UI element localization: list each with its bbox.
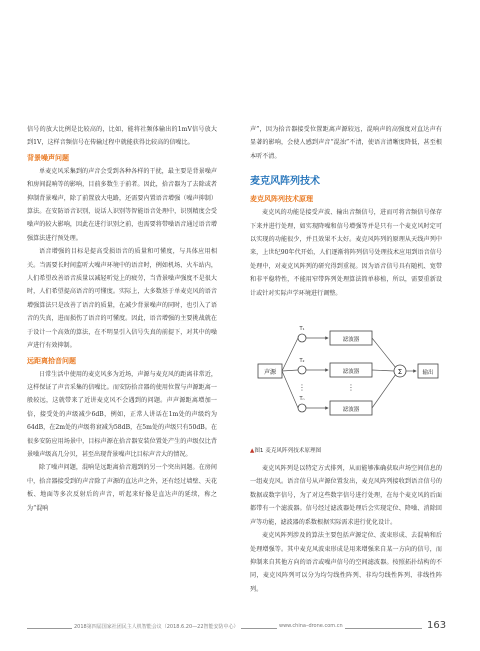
filter-label-1: 滤波器 xyxy=(342,337,360,344)
source-label: 声源 xyxy=(263,369,277,377)
paragraph-array-definition: 麦克风阵列是以特定方式排列，从而能够准确获取声场空间信息的一组麦克风。语音信号从声源位置发出，麦克风阵列接收到语音信号的数据或数字信号，为了对这些数字信号进行处理，在每个麦克风的后面都带有一个滤波器。信号经过滤波器处理后会实现定位、降噪、消除回声等功能，滤波器的系数根据实际需求进行优化设计。 xyxy=(250,465,442,526)
branch-line-1 xyxy=(282,338,298,371)
heading-far-field: 远距离拾音问题 xyxy=(27,356,76,365)
figure-caption xyxy=(250,446,442,456)
page-footer xyxy=(27,622,455,636)
summation-symbol: Σ xyxy=(397,368,403,377)
filter-label-3: 滤波器 xyxy=(342,407,360,414)
branch-line-3 xyxy=(282,371,298,408)
paragraph-speech-enhancement: 语音增强的目标是提高受损语音的质量和可懂度，与具体应用相关。当需要长时间监听大噪声环境中的语音时，例如机场、火车站内，人们希望改善语音质量以减轻听觉上的疲劳，当背景噪声强度不是很大时，人们希望提高语音的可懂度。实际上，大多数基于单麦克风的语音增强算法只是改善了语音的质量，在减少背景噪声的同时，也引入了语音的失真，进而损伤了语音的可懂度。因此，语音增强的主要挑战就在于设计一个高效的算法，在不明显引入信号失真的前提下，对其中的噪声进行有效抑制。 xyxy=(27,248,217,350)
mic-icon-3 xyxy=(298,404,306,412)
mic-icon-2 xyxy=(298,366,306,374)
sum-line-2 xyxy=(372,370,394,371)
caption-triangle-icon: ▲ xyxy=(250,448,255,455)
paragraph-far-field: 日常生活中使用的麦克风多为近场，声源与麦克风的距离非常近，这样保证了声音采集的信噪比。而安防拾音器的使用位置与声源距离一般较远，这就带来了近讲麦克风不会遇到的问题。声声源距离增加一倍，接受处的声级减少6dB，例如，正常人讲话在1m处的声级约为64dB，在2m处的声级将衰减为58dB，在5m处的声级只有50dB。在很多安防应用场景中，目标声源在拾音器安装位置处产生的声级仅比背景噪声级高几分贝，甚至出现背景噪声比目标声音大的情况。 xyxy=(27,370,217,458)
paragraph-reverb-continued: 声”，因为拾音器接受位置距离声源较远，混响声的高强度对直达声有显著的影响，会使人感到声音“混浊”不清，使语言清晰度降低，甚至根本听不清。 xyxy=(250,126,442,160)
paragraph-reverb: 除了噪声问题，混响是远距离拾音遇到的另一个突出问题。在房间中，拾音器接受到的声音除了声源的直达声之外，还有经过墙壁、天花板、地面等多次反射后的声音，听起来好像是直达声的延续，称之为“混响 xyxy=(27,464,217,512)
branch-line-2 xyxy=(282,370,298,371)
mic-icon-1 xyxy=(298,334,306,342)
delay-label-1: T₁ xyxy=(299,326,305,333)
delay-label-3: Tₙ xyxy=(299,396,305,403)
sum-line-1 xyxy=(372,338,396,368)
section-title-mic-array: 麦克风阵列技术 xyxy=(250,176,320,188)
sum-line-3 xyxy=(372,374,396,408)
right-column xyxy=(250,123,442,596)
paragraph-signal-gain: 信号的放大比例是比较高的，比如，能将社频体输出的1mV信号放大到1V，这样音频信号在传输过程中就能获得比较高的信噪比。 xyxy=(27,126,217,147)
paragraph-noise-intro: 单麦克风采集到的声音会受到各种各样的干扰，最主要是背景噪声和房间混响等的影响，目前多数生于前者。因此，拾音器为了去除或者抑制背景噪声，除了前置放大电路，还需要内置语音增强（噪声抑制）算法。在安防语音识别，说话人识别等智能语音处理中，识别精度会受噪声的较大影响，因此在进行识别之前，也需要将带噪语音通过语音增强算法进行预处理。 xyxy=(27,167,217,242)
heading-array-principle: 麦克风阵列技术原理 xyxy=(250,195,313,204)
paragraph-array-algorithms: 麦克风阵列涉及的算法主要包括声源定位、波束形成、去混响和后处理增强等。其中麦克风波束形成是用来增强来自某一方向的信号，而抑制来自其他方向的语音或噪声信号的空间滤波器。按照拓扑结构的不同，麦克风阵列可以分为均匀线性阵列、非均匀线性阵列、非线性阵列。 xyxy=(250,532,442,593)
left-column xyxy=(27,123,217,515)
filter-label-2: 滤波器 xyxy=(342,369,360,376)
footer-conference: 2018第四届国家社团民主人机智能会议（2018.6.20—22智能安防中心） xyxy=(74,624,239,630)
delay-label-2: T₂ xyxy=(299,358,305,365)
array-diagram-svg xyxy=(250,304,442,444)
ellipsis-filters: ⋮ xyxy=(347,383,355,393)
output-label: 输出 xyxy=(422,370,434,377)
caption-text: 图1 麦克风阵列技术原理图 xyxy=(254,448,322,455)
figure-array-diagram xyxy=(250,304,442,444)
ellipsis-mics: ⋮ xyxy=(298,383,306,393)
footer-url: www.china–drone.com.cn xyxy=(279,623,343,629)
heading-background-noise: 背景噪声问题 xyxy=(27,153,69,162)
page-number: 163 xyxy=(427,620,447,631)
paragraph-array-intro: 麦克风的功能是接受声波、输出音频信号，进而可将音频信号保存下来并进行处理，如实现降噪和信号增强等并是只有一个麦克风时定可以实现的功能很少，并且效果不太好。麦克风阵列的原理从天线声列中来，上世纪90年代开始，人们逐渐将阵列信号处理技术应用到语音信号处理中，对麦克风阵列的研究得到重视。因为语音信号具有随机、宽带和非平稳特性，不能用窄带阵列处理算法简单移植，所以，需要重新设计或针对实际声学环境进行调整。 xyxy=(250,209,442,297)
